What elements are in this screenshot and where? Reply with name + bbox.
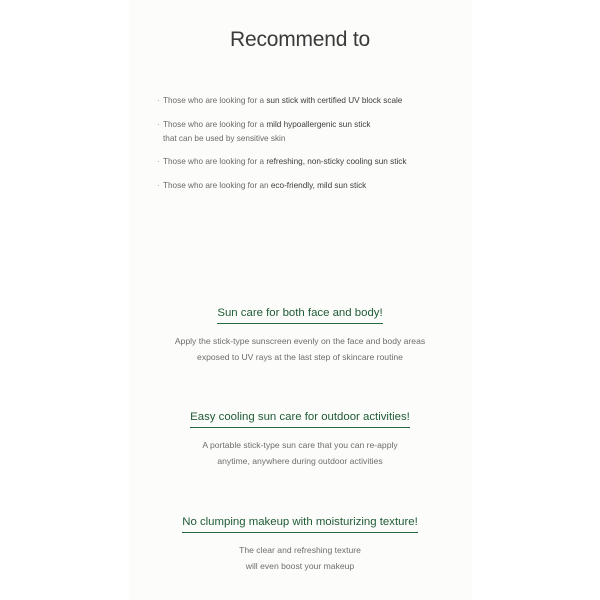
feature-desc-line: A portable stick-type sun care that you can re-apply [202, 440, 398, 450]
recommend-list [157, 94, 457, 203]
bullet-icon: · [157, 181, 160, 190]
feature-description [0, 437, 600, 469]
bullet-icon: · [157, 157, 160, 166]
page-panel [129, 0, 472, 600]
feature-heading: No clumping makeup with moisturizing texture! [182, 515, 418, 533]
feature-heading: Sun care for both face and body! [217, 306, 382, 324]
list-item-prefix: Those who are looking for a [163, 96, 267, 105]
feature-description [0, 542, 600, 574]
feature-desc-line: exposed to UV rays at the last step of skincare routine [197, 352, 403, 362]
feature-outdoor [0, 407, 600, 469]
list-item-prefix: Those who are looking for a [163, 157, 267, 166]
feature-face-body [0, 303, 600, 365]
bullet-icon: · [157, 120, 160, 129]
list-item-emphasis: mild hypoallergenic sun stick [266, 120, 371, 129]
feature-desc-line: will even boost your makeup [245, 561, 355, 571]
list-item-emphasis: refreshing, non-sticky cooling sun stick [266, 157, 407, 166]
list-item-prefix: Those who are looking for an [163, 181, 271, 190]
list-item-line2: that can be used by sensitive skin [163, 134, 286, 143]
feature-heading: Easy cooling sun care for outdoor activities! [190, 410, 410, 428]
feature-description [0, 333, 600, 365]
list-item [157, 94, 457, 108]
list-item [157, 179, 457, 193]
feature-makeup [0, 512, 600, 574]
list-item-emphasis: sun stick with certified UV block scale [266, 96, 403, 105]
list-item-emphasis: eco-friendly, mild sun stick [270, 181, 367, 190]
feature-desc-line: anytime, anywhere during outdoor activities [217, 456, 383, 466]
feature-desc-line: The clear and refreshing texture [239, 545, 361, 555]
list-item [157, 118, 457, 146]
page-title: Recommend to [230, 28, 370, 51]
list-item-prefix: Those who are looking for a [163, 120, 267, 129]
feature-desc-line: Apply the stick-type sunscreen evenly on the face and body areas [174, 336, 426, 346]
list-item [157, 155, 457, 169]
bullet-icon: · [157, 96, 160, 105]
